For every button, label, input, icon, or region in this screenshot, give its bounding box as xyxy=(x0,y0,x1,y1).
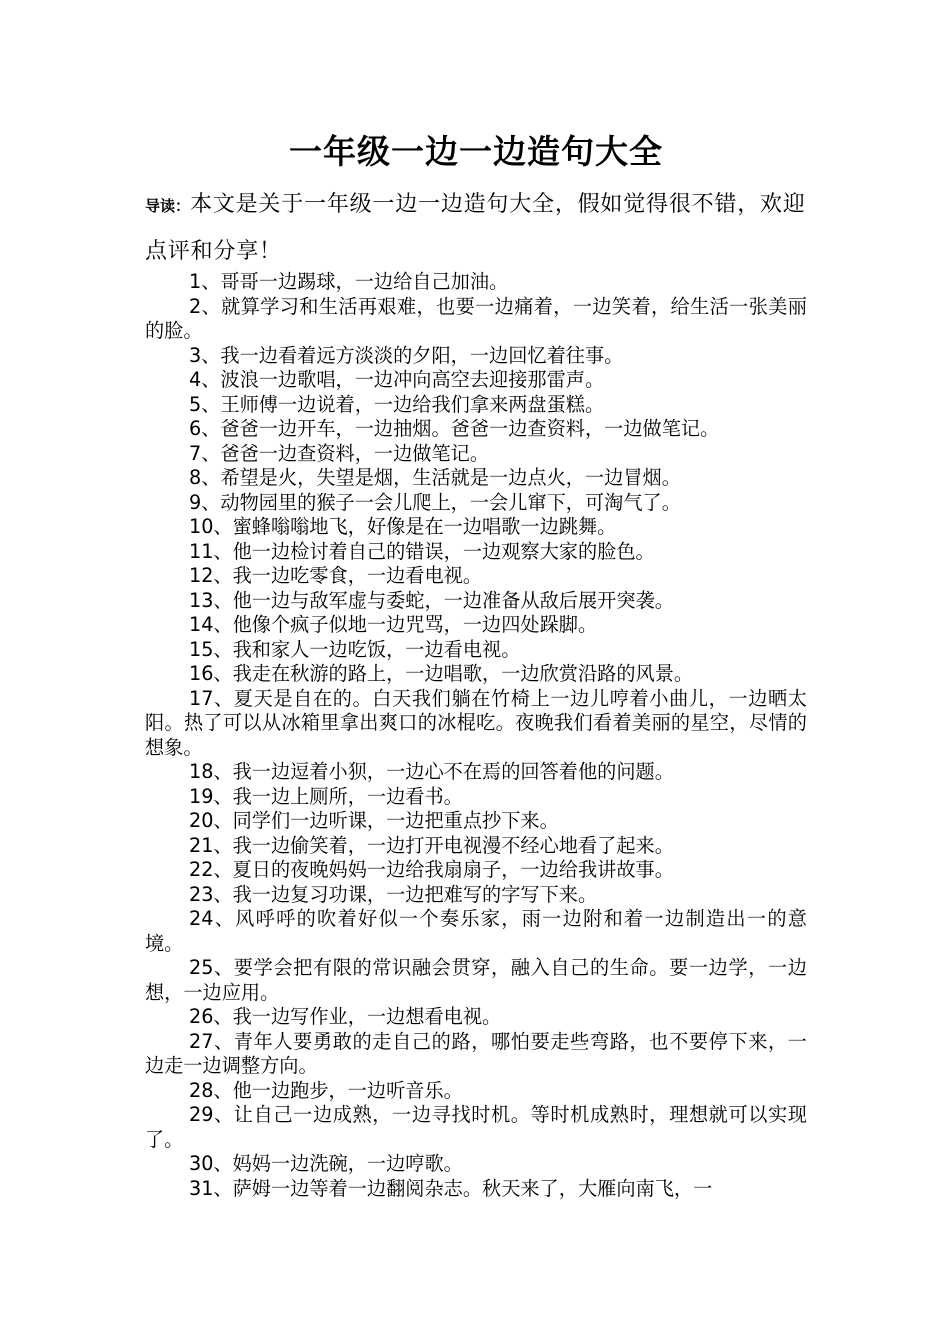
list-item: 28、他一边跑步，一边听音乐。 xyxy=(189,1078,463,1102)
list-item: 27、青年人要勇敢的走自己的路，哪怕要走些弯路，也不要停下来，一边走一边调整方向。 xyxy=(145,1029,807,1077)
list-item: 10、蜜蜂嗡嗡地飞，好像是在一边唱歌一边跳舞。 xyxy=(189,515,617,538)
list-item: 8、希望是火，失望是烟，生活就是一边点火，一边冒烟。 xyxy=(189,466,681,489)
list-item: 4、波浪一边歌唱，一边冲向高空去迎接那雷声。 xyxy=(189,368,605,391)
list-item: 15、我和家人一边吃饭，一边看电视。 xyxy=(189,637,521,661)
list-item: 30、妈妈一边洗碗，一边哼歌。 xyxy=(189,1152,463,1175)
list-item: 13、他一边与敌军虚与委蛇，一边准备从敌后展开突袭。 xyxy=(189,588,674,612)
list-item: 5、王师傅一边说着，一边给我们拿来两盘蛋糕。 xyxy=(189,392,605,416)
lead-paragraph xyxy=(145,182,807,275)
list-item: 23、我一边复习功课，一边把难写的字写下来。 xyxy=(189,882,598,906)
list-item: 12、我一边吃零食，一边看电视。 xyxy=(189,564,483,587)
list-item: 1、哥哥一边踢球，一边给自己加油。 xyxy=(189,270,509,293)
list-item: 3、我一边看着远方淡淡的夕阳，一边回忆着往事。 xyxy=(189,343,624,367)
list-item: 25、要学会把有限的常识融会贯穿，融入自己的生命。要一边学，一边想，一边应用。 xyxy=(145,956,807,1004)
list-item: 22、夏日的夜晚妈妈一边给我扇扇子，一边给我讲故事。 xyxy=(189,858,674,881)
list-item: 31、萨姆一边等着一边翻阅杂志。秋天来了，大雁向南飞，一 xyxy=(189,1176,713,1200)
list-item: 26、我一边写作业，一边想看电视。 xyxy=(189,1005,502,1028)
document-title: 一年级一边一边造句大全 xyxy=(289,132,663,171)
list-item: 21、我一边偷笑着，一边打开电视漫不经心地看了起来。 xyxy=(189,833,674,857)
list-item: 16、我走在秋游的路上，一边唱歌，一边欣赏沿路的风景。 xyxy=(189,662,694,685)
list-item: 29、让自己一边成熟，一边寻找时机。等时机成熟时，理想就可以实现了。 xyxy=(145,1103,807,1151)
list-item: 9、动物园里的猴子一会儿爬上，一会儿窜下，可淘气了。 xyxy=(189,490,681,514)
lead-text: 本文是关于一年级一边一边造句大全，假如觉得很不错，欢迎点评和分享！ xyxy=(145,192,806,264)
lead-label: 导读： xyxy=(145,197,191,215)
list-item: 17、夏天是自在的。白天我们躺在竹椅上一边儿哼着小曲儿，一边晒太阳。热了可以从冰箱里拿出爽口的冰棍吃。夜晚我们看着美丽的星空，尽情的想象。 xyxy=(145,686,807,759)
list-item: 14、他像个疯子似地一边咒骂，一边四处跺脚。 xyxy=(189,613,598,636)
list-item: 2、就算学习和生活再艰难，也要一边痛着，一边笑着，给生活一张美丽的脸。 xyxy=(145,294,807,342)
list-item: 20、同学们一边听课，一边把重点抄下来。 xyxy=(189,809,559,832)
sentence-list xyxy=(145,270,807,1201)
list-item: 11、他一边检讨着自己的错误，一边观察大家的脸色。 xyxy=(189,539,655,563)
list-item: 7、爸爸一边查资料，一边做笔记。 xyxy=(189,441,490,465)
list-item: 18、我一边逗着小狈，一边心不在焉的回答着他的问题。 xyxy=(189,760,674,783)
list-item: 6、爸爸一边开车，一边抽烟。爸爸一边查资料，一边做笔记。 xyxy=(189,417,720,440)
list-item: 19、我一边上厕所，一边看书。 xyxy=(189,784,463,808)
list-item: 24、风呼呼的吹着好似一个奏乐家，雨一边附和着一边制造出一的意境。 xyxy=(145,907,807,955)
